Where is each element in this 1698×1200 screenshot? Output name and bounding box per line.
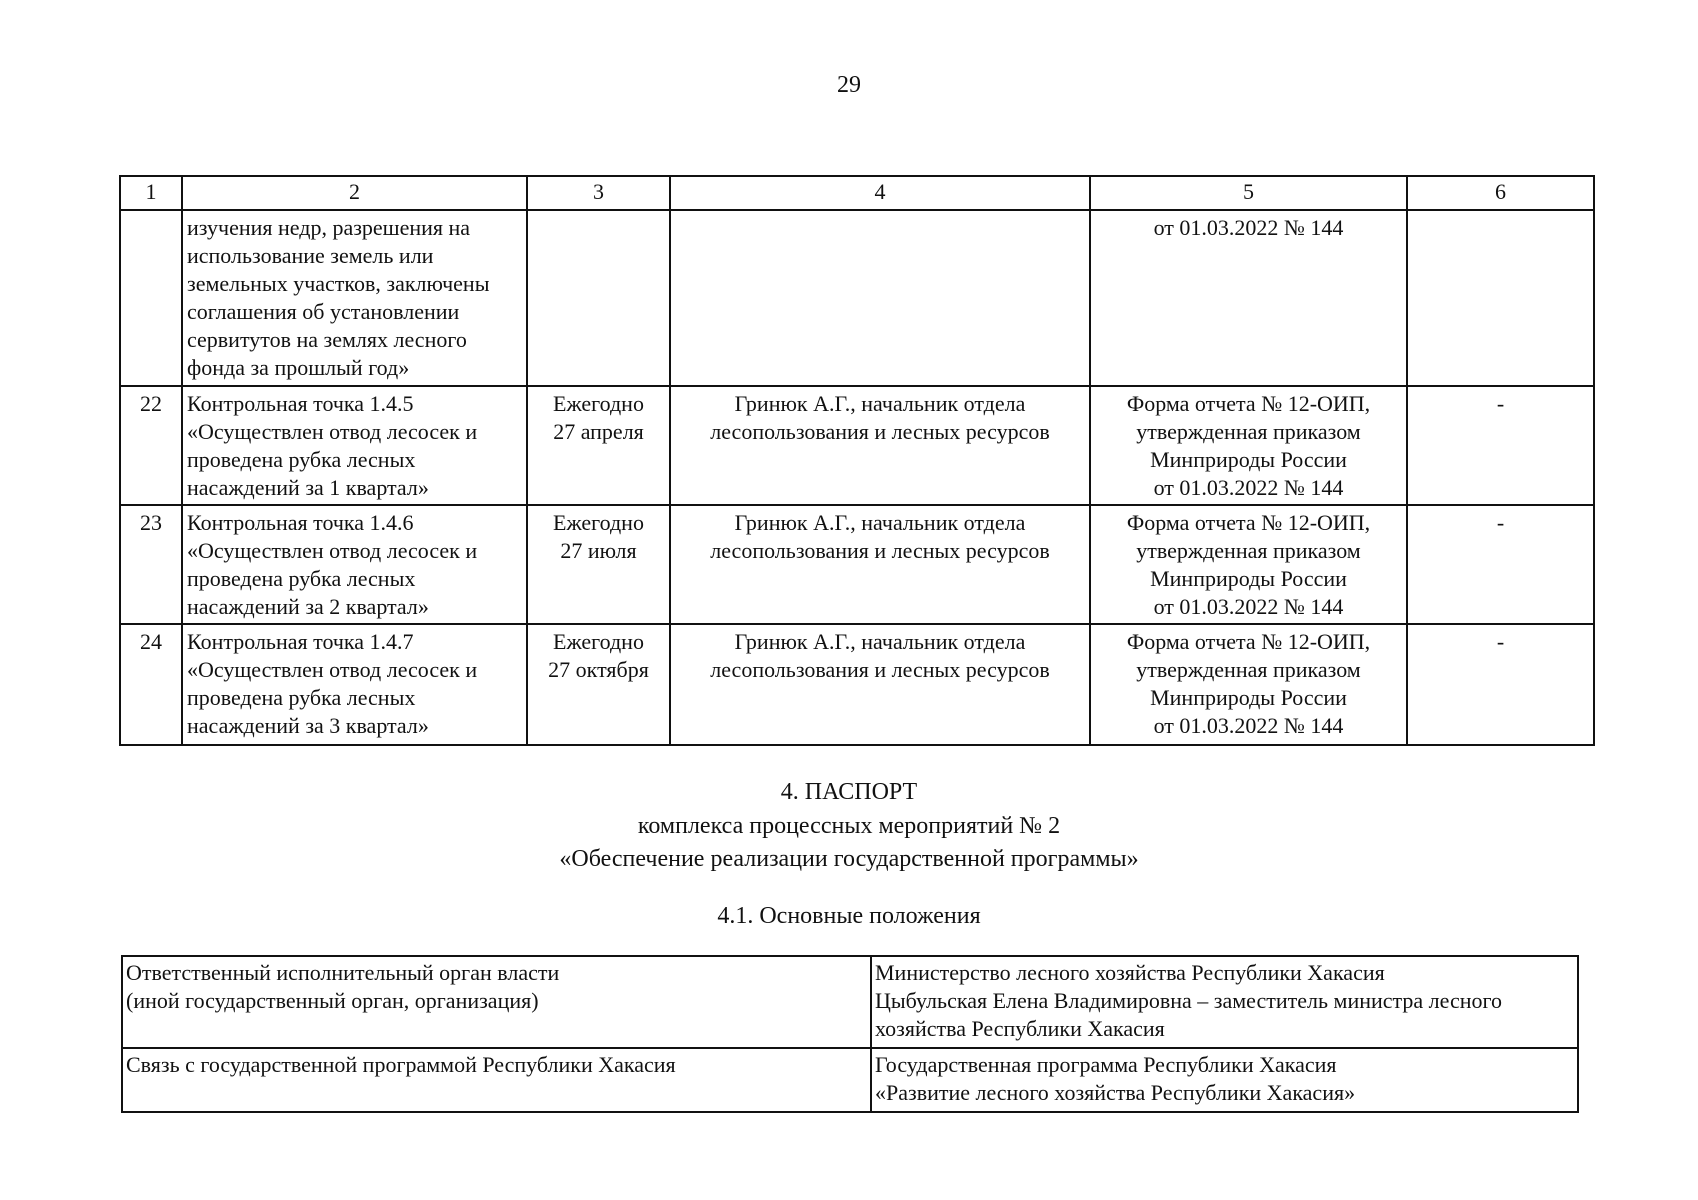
document-line: Минприроды России [1150,447,1347,472]
row-name [182,210,527,386]
row-number [120,210,182,386]
document-line: утвержденная приказом [1136,419,1361,444]
term-line: Ежегодно [553,510,644,535]
section-subtitle-line: комплекса процессных мероприятий № 2 [637,813,1061,839]
row-document [1090,624,1407,745]
term-line: 27 июля [560,538,637,563]
responsible-line: лесопользования и лесных ресурсов [710,419,1050,444]
name-line: фонда за прошлый год» [187,355,410,380]
row-responsible [670,210,1090,386]
name-line: земельных участков, заключены [187,271,490,296]
row-term [527,210,670,386]
row-number: 24 [120,624,182,745]
name-line: проведена рубка лесных [187,685,416,710]
value-line: хозяйства Республики Хакасия [875,1016,1165,1041]
term-line: Ежегодно [553,629,644,654]
row-name [182,386,527,505]
responsible-line: лесопользования и лесных ресурсов [710,538,1050,563]
control-points-table [119,175,1595,746]
name-line: сервитутов на землях лесного [187,327,467,352]
document-line: утвержденная приказом [1136,657,1361,682]
document-line: утвержденная приказом [1136,538,1361,563]
document-line: от 01.03.2022 № 144 [1153,475,1344,500]
row-responsible [670,386,1090,505]
document-line: от 01.03.2022 № 144 [1153,713,1344,738]
name-line: проведена рубка лесных [187,566,416,591]
column-header: 2 [182,176,527,210]
table-row [120,386,1594,505]
table-header-row [120,176,1594,210]
row-term [527,624,670,745]
row-responsible [670,505,1090,624]
name-line: «Осуществлен отвод лесосек и [187,538,478,563]
info-label [122,956,871,1048]
row-document [1090,386,1407,505]
responsible-line: Гринюк А.Г., начальник отдела [734,510,1026,535]
info-value [871,956,1578,1048]
table-row-continuation [120,210,1594,386]
name-line: «Осуществлен отвод лесосек и [187,419,478,444]
row-term [527,505,670,624]
section-title: 4. ПАСПОРТ [780,779,918,805]
term-line: 27 апреля [553,419,644,444]
table-row [120,505,1594,624]
name-line: Контрольная точка 1.4.5 [187,391,414,416]
row-name [182,624,527,745]
row-number: 23 [120,505,182,624]
document-line: Минприроды России [1150,566,1347,591]
term-line: Ежегодно [553,391,644,416]
document-line: Форма отчета № 12-ОИП, [1126,510,1371,535]
info-value [871,1048,1578,1112]
row-note: - [1407,386,1594,505]
name-line: Контрольная точка 1.4.6 [187,510,414,535]
name-line: соглашения об установлении [187,299,460,324]
label-line: Ответственный исполнительный орган власти [126,960,560,985]
value-line: Государственная программа Республики Хакасия [875,1052,1337,1077]
basic-provisions-table [121,955,1579,1113]
row-note: - [1407,505,1594,624]
subsection-title: 4.1. Основные положения [717,903,981,929]
column-header: 5 [1090,176,1407,210]
info-label: Связь с государственной программой Республики Хакасия [122,1048,871,1112]
name-line: насаждений за 1 квартал» [187,475,429,500]
section-subtitle-line: «Обеспечение реализации государственной программы» [559,846,1139,872]
document-line: от 01.03.2022 № 144 [1153,594,1344,619]
document-line: Форма отчета № 12-ОИП, [1126,629,1371,654]
row-responsible [670,624,1090,745]
name-line: проведена рубка лесных [187,447,416,472]
responsible-line: Гринюк А.Г., начальник отдела [734,629,1026,654]
column-header: 1 [120,176,182,210]
name-line: использование земель или [187,243,434,268]
row-document [1090,505,1407,624]
name-line: насаждений за 3 квартал» [187,713,429,738]
column-header: 6 [1407,176,1594,210]
document-line: Форма отчета № 12-ОИП, [1126,391,1371,416]
responsible-line: Гринюк А.Г., начальник отдела [734,391,1026,416]
row-term [527,386,670,505]
row-document: от 01.03.2022 № 144 [1090,210,1407,386]
info-row [122,1048,1578,1112]
responsible-line: лесопользования и лесных ресурсов [710,657,1050,682]
row-name [182,505,527,624]
info-row [122,956,1578,1048]
name-line: изучения недр, разрешения на [187,215,471,240]
column-header: 4 [670,176,1090,210]
value-line: Министерство лесного хозяйства Республики Хакасия [875,960,1385,985]
name-line: «Осуществлен отвод лесосек и [187,657,478,682]
column-header: 3 [527,176,670,210]
value-line: Цыбульская Елена Владимировна – заместитель министра лесного [875,988,1502,1013]
table-row [120,624,1594,745]
name-line: Контрольная точка 1.4.7 [187,629,414,654]
page-number: 29 [837,72,861,98]
row-note [1407,210,1594,386]
term-line: 27 октября [548,657,649,682]
label-line: (иной государственный орган, организация) [126,988,539,1013]
document-line: Минприроды России [1150,685,1347,710]
name-line: насаждений за 2 квартал» [187,594,429,619]
row-number: 22 [120,386,182,505]
value-line: «Развитие лесного хозяйства Республики Хакасия» [875,1080,1356,1105]
row-note: - [1407,624,1594,745]
